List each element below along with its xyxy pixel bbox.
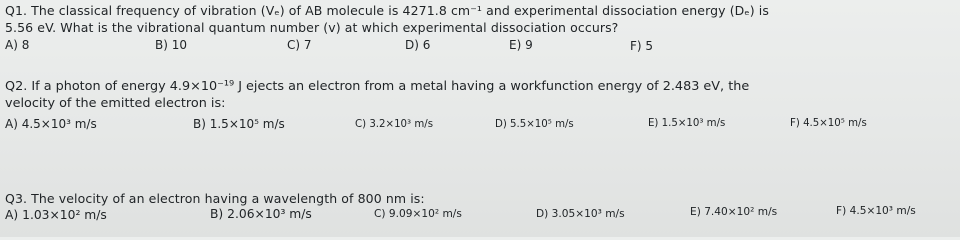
q1-option-a: A) 8 [5,38,30,52]
q2-option-f: F) 4.5×10⁵ m/s [790,118,867,129]
q1-text-line-2: 5.56 eV. What is the vibrational quantum number (v) at which experimental dissociation occurs? [5,20,619,35]
q2-option-a: A) 4.5×10³ m/s [5,117,97,131]
q2-option-b: B) 1.5×10⁵ m/s [193,117,285,131]
q3-option-c: C) 9.09×10² m/s [374,208,462,220]
q1-option-c: C) 7 [287,38,312,52]
q3-option-e: E) 7.40×10² m/s [690,206,778,218]
q3-option-a: A) 1.03×10² m/s [5,208,107,222]
q2-option-c: C) 3.2×10³ m/s [355,119,434,130]
q3-option-d: D) 3.05×10³ m/s [536,208,625,220]
q2-option-e: E) 1.5×10³ m/s [648,118,726,129]
q1-option-d: D) 6 [405,38,431,52]
q1-option-f: F) 5 [630,39,654,53]
q1-option-b: B) 10 [155,38,187,52]
q2-option-d: D) 5.5×10⁵ m/s [495,119,574,130]
q2-text-line-1: Q2. If a photon of energy 4.9×10⁻¹⁹ J ejects an electron from a metal having a workfunction energy of 2.483 eV, the [5,79,750,94]
q1-option-e: E) 9 [509,38,533,52]
q3-option-f: F) 4.5×10³ m/s [836,205,916,217]
q1-text-line-1: Q1. The classical frequency of vibration (Vₑ) of AB molecule is 4271.8 cm⁻¹ and experimental dissociation energy (Dₑ) is [5,3,769,18]
q2-text-line-2: velocity of the emitted electron is: [5,96,226,111]
q3-option-b: B) 2.06×10³ m/s [210,207,312,221]
q3-text-line-1: Q3. The velocity of an electron having a wavelength of 800 nm is: [5,191,425,206]
